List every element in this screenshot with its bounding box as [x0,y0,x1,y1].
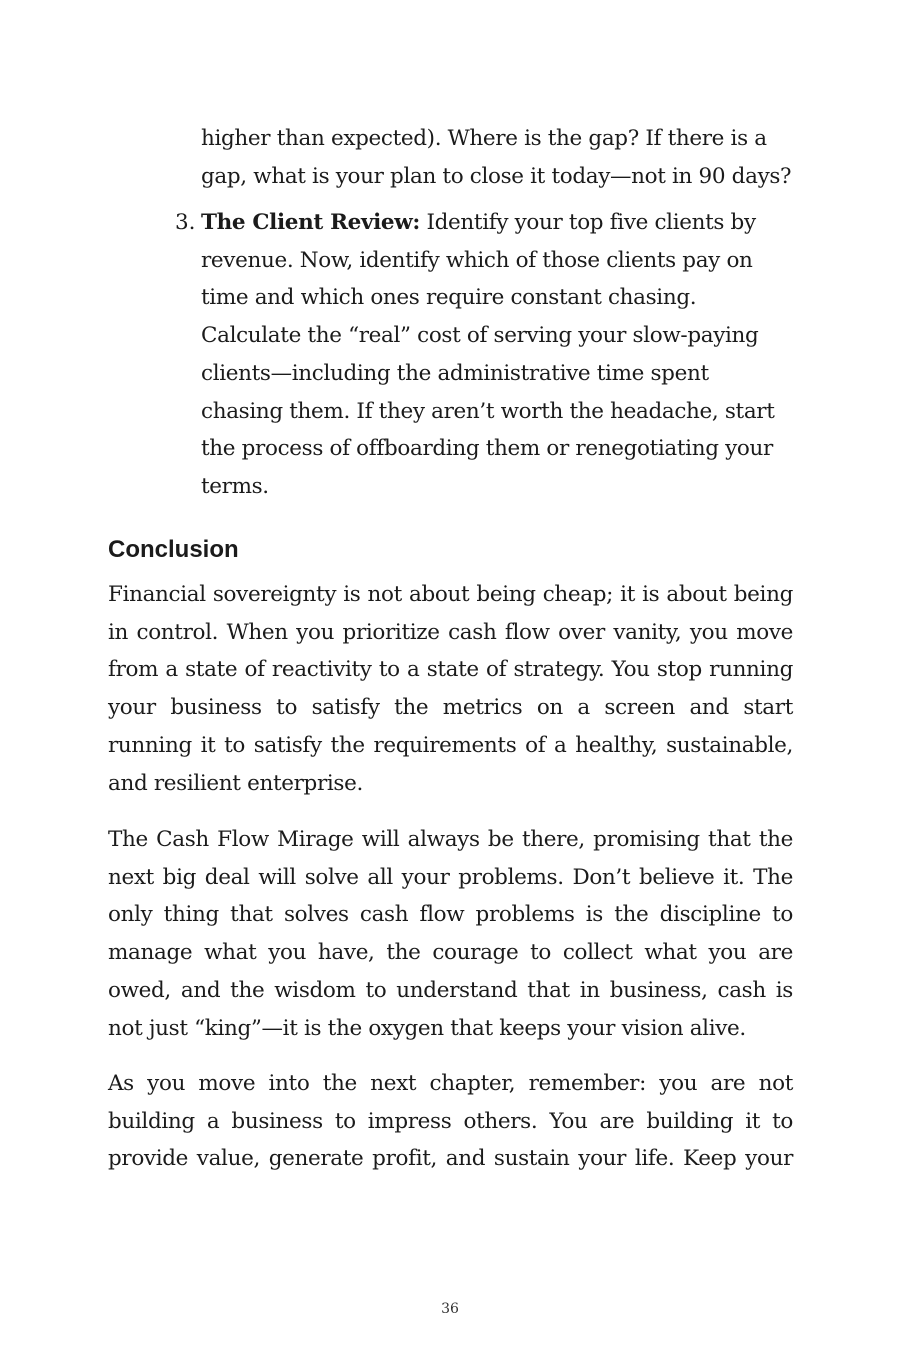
list-item-number: 3. [175,210,196,235]
text-line: next big deal will solve all your problems. Don’t believe it. The [108,864,793,890]
paragraph [108,576,793,802]
numbered-list-item [175,204,801,506]
text-line: provide value, generate profit, and sustain your life. Keep your [108,1146,793,1172]
text-line: running it to satisfy the requirements of a healthy, sustainable, [108,732,793,758]
text-line: Financial sovereignty is not about being cheap; it is about being [108,582,793,607]
text-line: revenue. Now, identify which of those clients pay on [201,247,753,273]
text-line: owed, and the wisdom to understand that in business, cash is [108,977,793,1003]
text-line: As you move into the next chapter, remember: you are not [108,1071,793,1096]
text-line: Calculate the “real” cost of serving your slow-paying [201,323,759,349]
text-line: only thing that solves cash flow problems is the discipline to [108,902,793,928]
text-line: clients—including the administrative time spent [201,360,709,386]
paragraph [108,821,793,1047]
text-line: gap, what is your plan to close it today—not in 90 days? [201,163,792,189]
page-number: 36 [441,1301,459,1317]
text-line: manage what you have, the courage to collect what you are [108,940,793,966]
text-line: chasing them. If they aren’t worth the headache, start [201,398,775,424]
section-heading: Conclusion [108,536,239,563]
list-item-text: Identify your top five clients by [420,210,756,235]
text-line: The Cash Flow Mirage will always be there, promising that the [108,827,793,852]
text-line: time and which ones require constant chasing. [201,285,697,311]
text-line: the process of offboarding them or renegotiating your [201,436,773,462]
text-line: in control. When you prioritize cash flow over vanity, you move [108,619,793,645]
list-item-continuation [201,120,801,195]
text-line: terms. [201,473,269,499]
text-line: higher than expected). Where is the gap? If there is a [201,126,767,151]
text-line: not just “king”—it is the oxygen that keeps your vision alive. [108,1015,746,1041]
list-item-lead: The Client Review: [201,210,420,235]
text-line: from a state of reactivity to a state of strategy. You stop running [108,657,793,683]
text-line: and resilient enterprise. [108,770,363,796]
text-line: building a business to impress others. You are building it to [108,1108,793,1134]
text-line: your business to satisfy the metrics on a screen and start [108,695,793,721]
text-line [201,204,801,242]
paragraph [108,1065,793,1178]
